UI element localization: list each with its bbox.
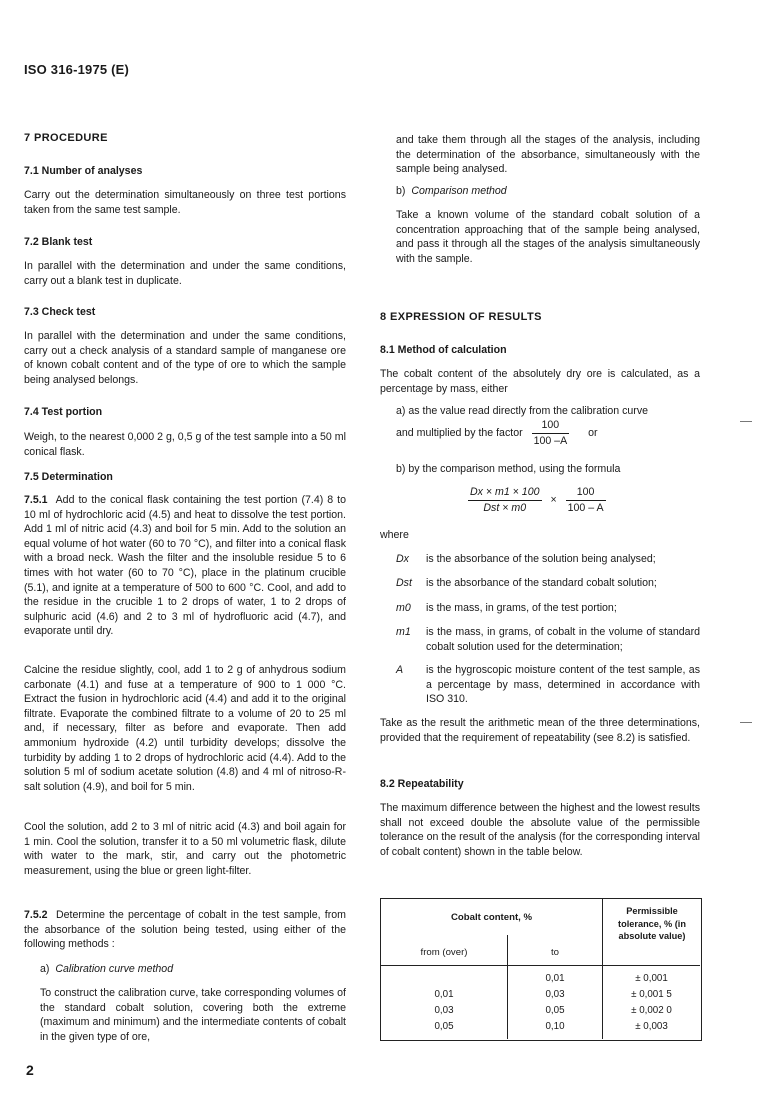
- cell-to: 0,10: [545, 1021, 565, 1032]
- variable-description: is the mass, in grams, of cobalt in the volume of standard cobalt solution used for the determination;: [426, 626, 700, 653]
- formula: [462, 485, 612, 515]
- header-from: from (over): [420, 947, 468, 958]
- where-label: where: [380, 529, 409, 541]
- section-8-heading: 8 EXPRESSION OF RESULTS: [380, 311, 542, 323]
- table-body: [381, 971, 700, 1035]
- cell-from: 0,03: [434, 1005, 454, 1016]
- formula-denominator-1: Dst × m0: [483, 501, 527, 514]
- factor-fraction: [532, 418, 570, 448]
- or-word: or: [588, 426, 598, 439]
- section-7-5-1-text: [24, 493, 346, 639]
- section-7-5-heading: 7.5 Determination: [24, 471, 113, 483]
- section-7-2-text: In parallel with the determination and under the same conditions, carry out a blank test in duplicate.: [24, 260, 346, 287]
- mean-paragraph: Take as the result the arithmetic mean of the three determinations, provided that the requirement of repeatability (see 8.2) is satisfied.: [380, 717, 700, 744]
- method-b-title: Comparison method: [411, 185, 507, 197]
- formula-fraction-1: [468, 485, 542, 515]
- method-a-text: To construct the calibration curve, take corresponding volumes of the standard cobalt solution, covering both the extreme (maximum and minimum) and the intermediate contents of cobalt in the given type of ore,: [40, 987, 346, 1043]
- variable-symbol: Dst: [396, 577, 412, 589]
- method-a-label: a): [40, 963, 50, 975]
- variable-symbol: m1: [396, 626, 411, 638]
- table-row: [381, 1003, 700, 1019]
- page-number: 2: [26, 1062, 34, 1078]
- table-row: [381, 1019, 700, 1035]
- cool-paragraph: Cool the solution, add 2 to 3 ml of nitric acid (4.3) and boil again for 1 min. Cool the solution, transfer it to a 50 ml volumetric flask, dilute with water to the mark, stir, and carry out the photometric measurement, using the blue or green light-filter.: [24, 821, 346, 877]
- cell-to: 0,03: [545, 989, 565, 1000]
- cell-to: 0,01: [545, 973, 565, 984]
- cell-from: 0,01: [434, 989, 454, 1000]
- section-7-5-1-body: Add to the conical flask containing the test portion (7.4) 8 to 10 ml of hydrochloric acid (4.5) and heat to dissolve the test portion. Add 1 ml of nitric acid (4.3) and boil for 5 min. Add to the solution an equal volume of hot water (60 to 70 °C), and filter into a conical flask with a broad neck. Wash the filter and the insoluble residue 5 to 6 times with hot water (60 to 70 °C), place in the platinum crucible (5.1), and ignite at a temperature of 500 to 600 °C. Cool, and add to the residue in the crucible 1 to 2 drops of water, 1 to 2 drops of sulphuric acid (4.6) and 2 to 3 ml of hydrofluoric acid (4.7), and evaporate until dry.: [24, 494, 347, 638]
- factor-label: and multiplied by the factor: [396, 426, 523, 439]
- section-8-1-heading: 8.1 Method of calculation: [380, 344, 507, 356]
- margin-mark: [740, 722, 752, 723]
- section-7-5-2-number: 7.5.2: [24, 909, 48, 921]
- factor-numerator: 100: [532, 418, 570, 434]
- method-b-heading: [396, 184, 507, 199]
- variable-description: is the absorbance of the solution being analysed;: [426, 553, 656, 565]
- variable-symbol: Dx: [396, 553, 409, 565]
- variable-symbol: A: [396, 664, 404, 676]
- section-7-4-heading: 7.4 Test portion: [24, 406, 103, 418]
- section-8-2-text: The maximum difference between the highest and the lowest results shall not exceed double the absolute value of the permissible tolerance on the result of the analysis (for the corresponding interval of cobalt content) shown in the table below.: [380, 802, 700, 858]
- section-7-5-2-text: [24, 908, 346, 952]
- cell-from: [381, 971, 507, 987]
- formula-fraction-2: [566, 485, 606, 515]
- cell-from: 0,05: [434, 1021, 454, 1032]
- section-7-heading: 7 PROCEDURE: [24, 132, 108, 144]
- formula-numerator-1: Dx × m1 × 100: [468, 485, 542, 501]
- table-row: [381, 971, 700, 987]
- repeatability-table: [380, 898, 702, 1041]
- table-row: [381, 987, 700, 1003]
- section-7-4-text: Weigh, to the nearest 0,000 2 g, 0,5 g of the test sample into a 50 ml conical flask.: [24, 431, 346, 458]
- method-a-heading: [40, 962, 173, 977]
- header-tolerance: [613, 905, 691, 943]
- factor-line: [396, 418, 700, 448]
- variable-m1: [396, 625, 700, 654]
- method-b-label: b): [396, 185, 406, 197]
- formula-denominator-2: 100 – A: [567, 501, 604, 514]
- formula-numerator-2: 100: [566, 485, 606, 501]
- table-divider: [381, 965, 700, 966]
- document-header: ISO 316-1975 (E): [24, 62, 130, 77]
- result-b-text: b) by the comparison method, using the formula: [396, 463, 621, 475]
- calcine-paragraph: Calcine the residue slightly, cool, add 1 to 2 g of anhydrous sodium carbonate (4.1) and fuse at a temperature of 900 to 1 000 °C. Extract the fusion in hydrochloric acid (4.4) and add it to the original filtrate. Evaporate the combined filtrate to a volume of 20 to 25 ml and, if necessary, filter as before and evaporate. Then add ammonium hydroxide (4.2) until turbidity develops; dissolve the turbidity by adding 1 to 2 drops of hydrochloric acid (4.4). Add to the solution 5 ml of sodium acetate solution (4.8) and 4 ml of nitroso-R-salt solution (4.9), and boil for 5 min.: [24, 664, 346, 793]
- variable-m0: [396, 601, 700, 616]
- variable-description: is the absorbance of the standard cobalt solution;: [426, 577, 657, 589]
- section-7-1-heading: 7.1 Number of analyses: [24, 165, 143, 177]
- continued-paragraph: and take them through all the stages of the analysis, including the determination of the absorbance, simultaneously with the sample being analysed.: [396, 134, 700, 176]
- variable-description: is the mass, in grams, of the test portion;: [426, 602, 617, 614]
- method-b-text: Take a known volume of the standard cobalt solution of a concentration approaching that of the sample being analysed, and pass it through all the stages of the analysis simultaneously with the sample.: [396, 209, 700, 265]
- header-cobalt-content: Cobalt content, %: [450, 912, 532, 923]
- section-7-2-heading: 7.2 Blank test: [24, 236, 93, 248]
- section-7-5-2-body: Determine the percentage of cobalt in the test sample, from the absorbance of the solution being tested, using either of the following methods :: [24, 909, 346, 951]
- section-7-3-text: In parallel with the determination and under the same conditions, carry out a check analysis of a standard sample of manganese ore of known cobalt content and of the type of ore to which the sample being analysed belongs.: [24, 330, 346, 386]
- cell-tolerance: ± 0,001: [635, 973, 668, 984]
- formula-times: ×: [550, 493, 557, 506]
- section-7-5-1-number: 7.5.1: [24, 494, 48, 506]
- cell-to: 0,05: [545, 1005, 565, 1016]
- variable-a: [396, 663, 700, 707]
- variable-symbol: m0: [396, 602, 411, 614]
- cell-tolerance: ± 0,002 0: [631, 1005, 672, 1016]
- section-8-2-heading: 8.2 Repeatability: [380, 778, 464, 790]
- variable-dx: [396, 552, 700, 567]
- section-7-1-text: Carry out the determination simultaneously on three test portions taken from the same test sample.: [24, 189, 346, 216]
- factor-denominator: 100 –A: [533, 434, 568, 447]
- variable-description: is the hygroscopic moisture content of the test sample, as a percentage by mass, determined in accordance with ISO 310.: [426, 664, 700, 706]
- header-tolerance-text: Permissible tolerance, % (in absolute value): [618, 906, 686, 942]
- variable-dst: [396, 576, 700, 591]
- cell-tolerance: ± 0,003: [635, 1021, 668, 1032]
- result-a-text: a) as the value read directly from the calibration curve: [396, 405, 649, 417]
- cell-tolerance: ± 0,001 5: [631, 989, 672, 1000]
- section-7-3-heading: 7.3 Check test: [24, 306, 96, 318]
- section-8-1-text: The cobalt content of the absolutely dry ore is calculated, as a percentage by mass, either: [380, 368, 700, 395]
- header-to: to: [550, 947, 559, 958]
- margin-mark: [740, 421, 752, 422]
- method-a-title: Calibration curve method: [55, 963, 174, 975]
